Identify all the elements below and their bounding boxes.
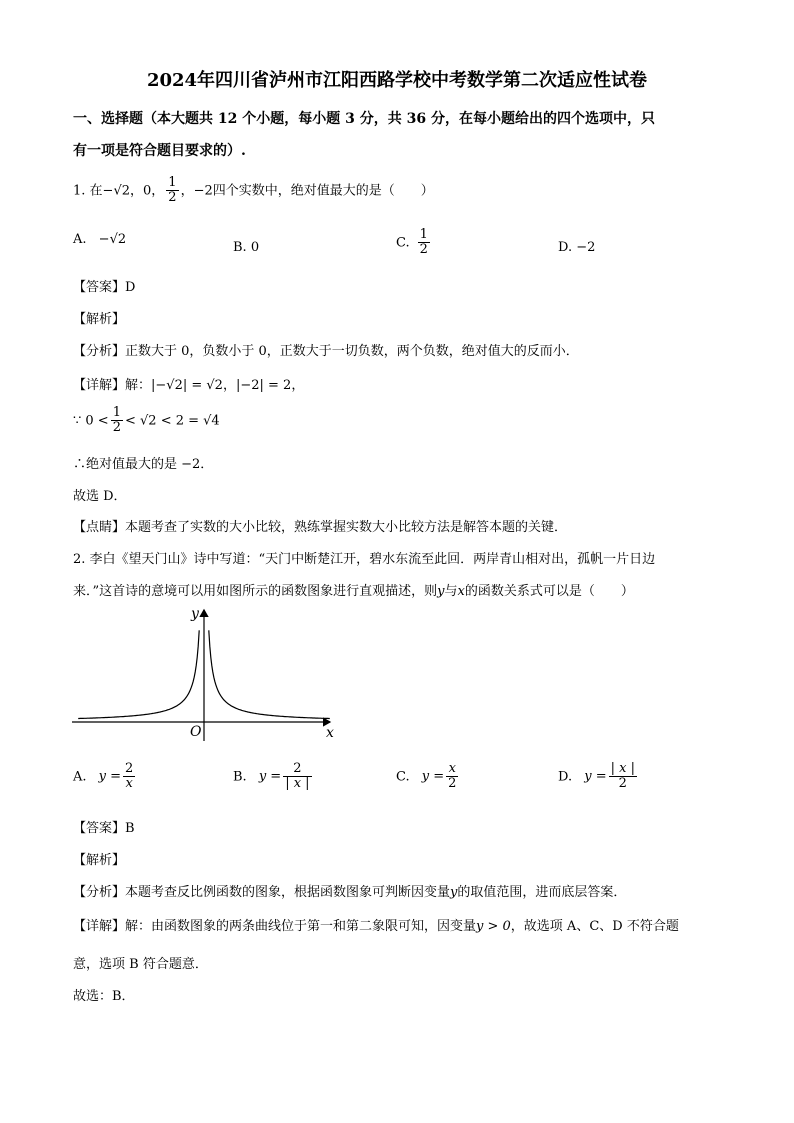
q2-fenxi — [73, 881, 626, 900]
q2-line2-y: y — [437, 584, 445, 599]
q2-option-c-num: x — [446, 762, 458, 777]
q2-option-a-label: A. — [73, 769, 87, 785]
q2-option-c-label: C. — [396, 769, 410, 785]
section-heading-line1: 一、选择题（本大题共 12 个小题，每小题 3 分，共 36 分，在每小题给出的四个选项中，只 — [73, 111, 655, 127]
origin-label: O — [190, 724, 202, 740]
q2-option-b-num: 2 — [283, 762, 311, 777]
curve-left-branch — [78, 630, 199, 718]
q2-option-c-den: 2 — [448, 776, 457, 792]
q1-half-den: 2 — [168, 190, 177, 206]
q1-xiangjie — [73, 374, 304, 393]
q2-option-c-fraction — [446, 762, 458, 792]
q1-neg2: −2 — [193, 183, 213, 199]
section-heading-line2: 有一项是符合题目要求的）. — [73, 143, 246, 159]
question-1-stem — [73, 176, 434, 206]
q1-prefix: 1. 在 — [73, 183, 103, 199]
y-axis-label: y — [191, 606, 199, 622]
q2-option-d-label: D. — [558, 769, 573, 785]
q2-option-b-label: B. — [233, 769, 247, 785]
question-2-stem-line1: 2. 李白《望天门山》诗中写道：“天门中断楚江开，碧水东流至此回．两岸青山相对出，孤帆一片日边 — [73, 552, 656, 567]
x-axis-label: x — [326, 725, 334, 741]
q1-because-lead: ∵ 0 < — [73, 413, 109, 429]
q1-half-num: 1 — [168, 175, 177, 190]
q2-option-b — [233, 762, 314, 792]
q2-fenxi-b: 的取值范围，进而底层答案． — [457, 885, 627, 900]
q1-fenxi: 【分析】正数大于 0，负数小于 0，正数大于一切负数，两个负数，绝对值大的反而小． — [73, 344, 579, 359]
q2-option-a-lhs: y = — [98, 769, 122, 785]
q2-option-d-fraction — [609, 762, 637, 792]
q1-option-b: B. 0 — [233, 240, 260, 255]
q1-option-a-value: −√2 — [98, 232, 127, 247]
q1-sep2: ， — [180, 183, 194, 199]
q2-xiangjie-math: y > 0 — [476, 919, 511, 934]
q2-line2-b: 与 — [444, 584, 458, 599]
q1-suffix: 四个实数中，绝对值最大的是（ ） — [212, 183, 434, 199]
q2-option-d-num: | x | — [610, 761, 635, 776]
q1-because-fraction — [111, 406, 123, 436]
q2-option-b-den: | x | — [285, 776, 310, 792]
q2-option-a-num: 2 — [125, 761, 134, 776]
q1-xiangjie-math2: |−2| = 2 — [235, 378, 292, 393]
q1-because-num: 1 — [112, 405, 121, 420]
q2-option-c-lhs: y = — [421, 769, 445, 785]
q1-option-a — [73, 232, 126, 247]
q1-xiangjie-sep: ， — [222, 378, 236, 393]
q1-option-c — [396, 228, 432, 258]
q2-guxuan: 故选：B． — [73, 989, 135, 1004]
q1-option-c-den: 2 — [419, 242, 428, 258]
q1-option-d: D. −2 — [558, 240, 596, 255]
q1-dianjing: 【点睛】本题考查了实数的大小比较，熟练掌握实数大小比较方法是解答本题的关键． — [73, 520, 568, 535]
q2-option-a — [73, 762, 137, 792]
curve-right-branch — [209, 630, 330, 718]
q1-neg-sqrt2: −√2 — [102, 183, 130, 199]
q2-xiangjie-a: 【详解】解：由函数图象的两条曲线位于第一和第二象限可知，因变量 — [73, 919, 477, 934]
q2-answer: 【答案】B — [73, 821, 135, 836]
q1-therefore: ∴绝对值最大的是 −2． — [73, 457, 214, 472]
q2-line2-c: 的函数关系式可以是（ ） — [464, 584, 634, 599]
q1-because-den: 2 — [112, 420, 121, 436]
q2-line2-x: x — [457, 584, 465, 599]
q1-half-fraction — [166, 176, 178, 206]
q1-because — [73, 406, 220, 436]
q1-option-c-label: C. — [396, 235, 410, 251]
q1-option-a-label: A. — [73, 232, 87, 247]
q1-option-c-num: 1 — [419, 227, 428, 242]
q2-option-a-fraction — [123, 762, 135, 792]
q1-sep1: ，0， — [130, 183, 165, 199]
q1-jiexi: 【解析】 — [73, 312, 126, 327]
q2-option-b-lhs: y = — [258, 769, 282, 785]
q2-xiangjie-b: ，故选项 A、C、D 不符合题 — [510, 919, 679, 934]
q2-fenxi-a: 【分析】本题考查反比例函数的图象，根据函数图象可判断因变量 — [73, 885, 451, 900]
q2-fenxi-y: y — [450, 885, 458, 900]
question-2-stem-line2 — [73, 580, 634, 599]
q1-option-c-fraction — [418, 228, 430, 258]
q2-option-d-lhs: y = — [584, 769, 607, 785]
q2-jiexi: 【解析】 — [73, 853, 126, 868]
q1-because-rest: < √2 < 2 = √4 — [124, 413, 220, 429]
q1-answer: 【答案】D — [73, 280, 136, 295]
q1-xiangjie-label: 【详解】解： — [73, 378, 152, 393]
q2-option-a-den: x — [125, 776, 133, 792]
function-graph — [68, 605, 348, 745]
q2-option-b-fraction — [283, 762, 311, 792]
q2-xiangjie — [73, 915, 679, 934]
q2-option-d-den: 2 — [618, 776, 627, 792]
q2-option-d — [558, 762, 639, 792]
q1-guxuan: 故选 D． — [73, 489, 127, 504]
q2-line2-a: 来．”这首诗的意境可以用如图所示的函数图象进行直观描述，则 — [73, 584, 438, 599]
q2-xiangjie-line2: 意，选项 B 符合题意． — [73, 957, 208, 972]
q1-xiangjie-math1: |−√2| = √2 — [151, 378, 223, 393]
q2-option-c — [396, 762, 460, 792]
page-title: 2024年四川省泸州市江阳西路学校中考数学第二次适应性试卷 — [146, 70, 648, 91]
q1-xiangjie-end: ， — [291, 378, 305, 393]
